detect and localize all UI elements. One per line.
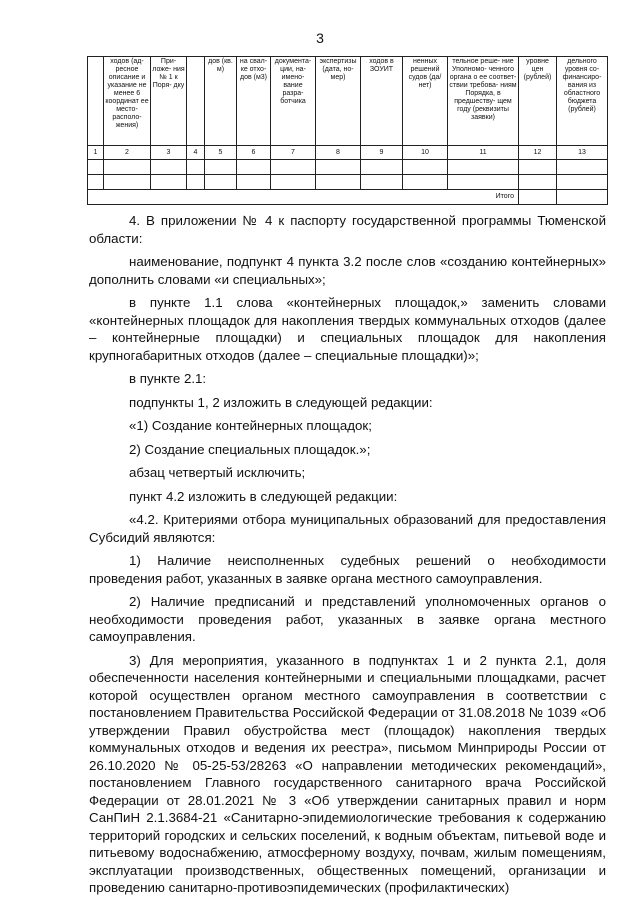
- paragraph: 2) Создание специальных площадок.»;: [129, 441, 371, 457]
- header-cell: [187, 57, 205, 146]
- page-number: 3: [316, 30, 324, 46]
- paragraph: «1) Создание контейнерных площадок;: [129, 418, 372, 433]
- paragraph: «4.2. Критериями отбора муниципальных образований для предоставления Субсидий являются:: [89, 512, 606, 545]
- paragraph: в пункте 1.1 слова «контейнерных площадок,» заменить словами «контейнерных площадок для накопления твердых коммунальных отходов (далее – контейнерные площадки) и специальных площадок для накопления крупногабаритных отходов (далее – специальные площадки)»;: [89, 295, 606, 363]
- column-number: 4: [187, 146, 205, 160]
- header-cell: ходов в ЗОУИТ: [361, 57, 403, 146]
- paragraph: 4. В приложении № 4 к паспорту государственной программы Тюменской области:: [89, 213, 606, 246]
- header-cell: уровне цен (рублей): [519, 57, 557, 146]
- column-number: 5: [205, 146, 237, 160]
- column-number: 8: [316, 146, 361, 160]
- column-number: 1: [88, 146, 104, 160]
- paragraph: подпункты 1, 2 изложить в следующей редакции:: [129, 394, 433, 410]
- table-row: [88, 160, 608, 175]
- document-body: [89, 212, 606, 903]
- paragraph: в пункте 2.1:: [129, 371, 207, 386]
- paragraph: 2) Наличие предписаний и представлений уполномоченных органов о необходимости проведения работ, указанных в заявке органа местного самоуправления.: [89, 594, 606, 644]
- header-cell: документа- ции, на- имено- вание разра- ботчика: [271, 57, 316, 146]
- column-number: 2: [104, 146, 151, 160]
- total-label: Итого: [88, 190, 519, 205]
- column-number: 7: [271, 146, 316, 160]
- column-number: 10: [403, 146, 448, 160]
- column-number: 3: [151, 146, 187, 160]
- column-number: 12: [519, 146, 557, 160]
- header-cell: При- ложе- ния № 1 к Поря- дку: [151, 57, 187, 146]
- header-cell: экспертизы (дата, но- мер): [316, 57, 361, 146]
- header-cell: ходов (ад- ресное описание и указание не менее 6 координат ее место- располо- жения): [104, 57, 151, 146]
- header-cell: тельное реше- ние Уполномо- ченного органа о ее соответ- ствии требова- ниям Порядка, в предшеству- щем году (реквизиты заявки): [448, 57, 519, 146]
- column-number: 6: [237, 146, 271, 160]
- table-number-row: [88, 146, 608, 160]
- objects-table: [87, 56, 608, 205]
- paragraph: пункт 4.2 изложить в следующей редакции:: [129, 488, 398, 504]
- column-number: 11: [448, 146, 519, 160]
- table-row: [88, 175, 608, 190]
- header-cell: на свал- ке отхо- дов (м3): [237, 57, 271, 146]
- table-header-row: [88, 57, 608, 146]
- header-cell: [88, 57, 104, 146]
- paragraph: абзац четвертый исключить;: [129, 465, 306, 480]
- table-total-row: [88, 190, 608, 205]
- column-number: 13: [557, 146, 608, 160]
- paragraph: 3) Для мероприятия, указанного в подпунктах 1 и 2 пункта 2.1, доля обеспеченности населения контейнерными и специальными площадками, расчет которой осуществлен органом местного самоуправления в соответствии с постановлением Правительства Российской Федерации от 31.08.2018 № 1039 «Об утверждении Правил обустройства мест (площадок) накопления твердых коммунальных отходов и ведения их реестра», письмом Минприроды России от 26.10.2020 № 05-25-53/28263 «О направлении методических рекомендаций», постановлением Главного государственного санитарного врача Российской Федерации от 28.01.2021 № 3 «Об утверждении санитарных правил и норм СанПиН 2.1.3684-21 «Санитарно-эпидемиологические требования к содержанию территорий городских и сельских поселений, к водным объектам, питьевой воде и питьевому водоснабжению, атмосферному воздуху, почвам, жилым помещениям, эксплуатации производственных, общественных помещений, организации и проведению санитарно-противоэпидемических (профилактических): [89, 652, 606, 895]
- paragraph: 1) Наличие неисполненных судебных решений о необходимости проведения работ, указанных в заявке органа местного самоуправления.: [89, 553, 606, 586]
- header-cell: дов (кв. м): [205, 57, 237, 146]
- paragraph: наименование, подпункт 4 пункта 3.2 после слов «созданию контейнерных» дополнить словами «и специальных»;: [89, 254, 606, 287]
- header-cell: дельного уровня со- финансиро- вания из областного бюджета (рублей): [557, 57, 608, 146]
- header-cell: ненных решений судов (да/ нет): [403, 57, 448, 146]
- column-number: 9: [361, 146, 403, 160]
